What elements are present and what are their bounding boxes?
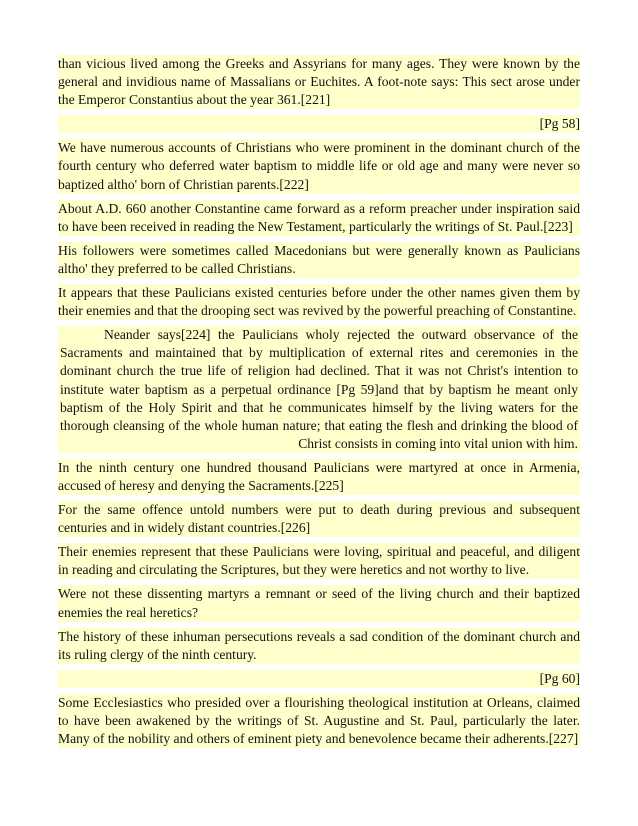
- paragraph-same-offence: For the same offence untold numbers were put to death during previous and subsequent centuries and in widely distant countries.[226]: [58, 501, 580, 537]
- paragraph-ninth-century: In the ninth century one hundred thousand Paulicians were martyred at once in Armenia, accused of heresy and denying the Sacraments.[225]: [58, 459, 580, 495]
- page-number-58: [Pg 58]: [58, 115, 580, 133]
- paragraph-continuation: than vicious lived among the Greeks and Assyrians for many ages. They were known by the general and invidious name of Massalians or Euchites. A foot-note says: This sect arose under the Emperor Constantius about the year 361.[221]: [58, 55, 580, 109]
- paragraph-deferred-baptism: We have numerous accounts of Christians who were prominent in the dominant church of the fourth century who deferred water baptism to middle life or old age and many were never so baptized altho' born of Christian parents.[222]: [58, 139, 580, 193]
- blockquote-neander: [58, 326, 580, 453]
- document-page: [58, 55, 580, 754]
- paragraph-constantine: About A.D. 660 another Constantine came forward as a reform preacher under inspiration said to have been received in reading the New Testament, particularly the writings of St. Paul.[223]: [58, 200, 580, 236]
- paragraph-enemies: Their enemies represent that these Paulicians were loving, spiritual and peaceful, and diligent in reading and circulating the Scriptures, but they were heretics and not worthy to live.: [58, 543, 580, 579]
- page-number-60: [Pg 60]: [58, 670, 580, 688]
- blockquote-text: Neander says[224] the Paulicians wholy rejected the outward observance of the Sacraments and maintained that by multiplication of external rites and ceremonies in the dominant church the true life of religion had declined. That it was not Christ's intention to institute water baptism as a perpetual ordinance [Pg 59]and that by baptism he meant only baptism of the Holy Spirit and that he communicates himself by the living waters for the thorough cleansing of the whole human nature; that eating the flesh and drinking the blood of Christ consists in coming into vital union with him.: [60, 327, 578, 451]
- paragraph-paulicians-existed: It appears that these Paulicians existed centuries before under the other names given them by their enemies and that the drooping sect was revived by the powerful preaching of Constantine.: [58, 284, 580, 320]
- paragraph-persecutions: The history of these inhuman persecutions reveals a sad condition of the dominant church and its ruling clergy of the ninth century.: [58, 628, 580, 664]
- paragraph-ecclesiastics: Some Ecclesiastics who presided over a flourishing theological institution at Orleans, claimed to have been awakened by the writings of St. Augustine and St. Paul, particularly the later. Many of the nobility and others of eminent piety and benevolence became their adherents.[227]: [58, 694, 580, 748]
- paragraph-followers: His followers were sometimes called Macedonians but were generally known as Paulicians altho' they preferred to be called Christians.: [58, 242, 580, 278]
- paragraph-dissenting-martyrs: Were not these dissenting martyrs a remnant or seed of the living church and their baptized enemies the real heretics?: [58, 585, 580, 621]
